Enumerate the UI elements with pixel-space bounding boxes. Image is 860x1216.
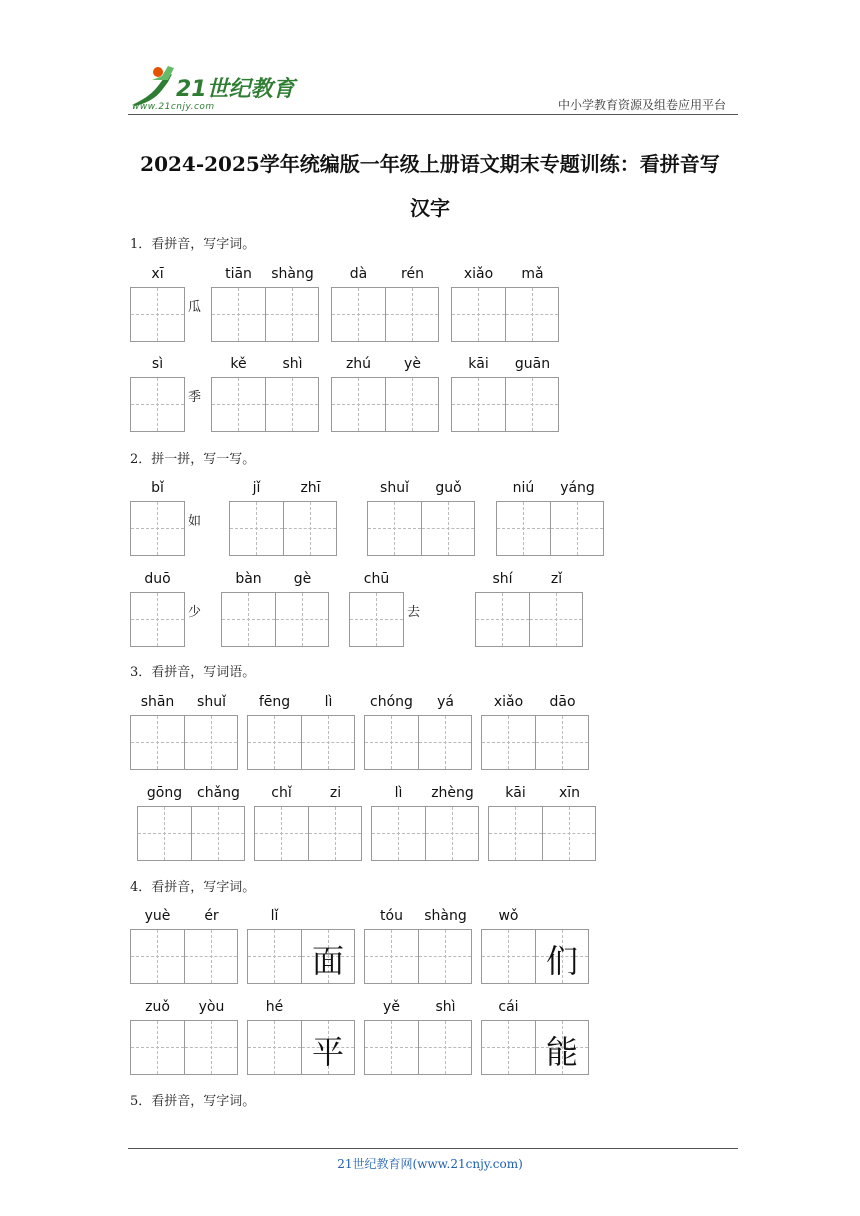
guide-line-vertical	[412, 288, 413, 341]
given-character: 季	[188, 390, 202, 405]
pinyin-label	[536, 908, 589, 926]
guide-line-vertical	[478, 288, 479, 341]
guide-line-vertical	[292, 378, 293, 431]
pinyin-label: yáng	[560, 480, 595, 496]
pinyin-label: shí	[492, 571, 513, 587]
guide-line-vertical	[292, 288, 293, 341]
writing-cell[interactable]	[535, 1021, 588, 1074]
tianzige-grid	[349, 592, 404, 647]
printed-character: 平	[311, 1033, 344, 1071]
tianzige-grid	[367, 501, 475, 556]
question-1-label: 1．看拼音，写字词。	[130, 237, 256, 252]
writing-cell[interactable]	[452, 378, 505, 431]
tianzige-grid	[488, 806, 596, 861]
guide-line-vertical	[157, 930, 158, 983]
writing-cell[interactable]	[184, 716, 237, 769]
guide-line-vertical	[452, 807, 453, 860]
pinyin-label: gōng	[146, 785, 183, 801]
writing-cell[interactable]	[283, 502, 336, 555]
header-divider	[128, 114, 738, 115]
writing-cell[interactable]	[489, 807, 542, 860]
guide-line-vertical	[335, 807, 336, 860]
pinyin-label	[302, 999, 355, 1017]
tianzige-grid	[451, 287, 559, 342]
page-title-line2: 汉字	[410, 196, 450, 220]
writing-cell[interactable]	[230, 502, 283, 555]
guide-line-vertical	[211, 930, 212, 983]
guide-line-vertical	[157, 502, 158, 555]
tianzige-grid	[130, 1020, 238, 1075]
writing-cell[interactable]	[368, 502, 421, 555]
writing-cell[interactable]	[505, 378, 558, 431]
guide-line-vertical	[569, 807, 570, 860]
writing-cell[interactable]	[248, 1021, 301, 1074]
guide-line-vertical	[281, 807, 282, 860]
guide-line-vertical	[256, 502, 257, 555]
tianzige-grid	[130, 929, 238, 984]
writing-cell[interactable]	[138, 807, 191, 860]
guide-line-vertical	[508, 1021, 509, 1074]
pinyin-label: rén	[401, 266, 424, 282]
pinyin-label: shì	[282, 356, 303, 372]
writing-cell[interactable]	[301, 1021, 354, 1074]
footer-text: 21世纪教育网(www.21cnjy.com)	[337, 1157, 523, 1171]
writing-cell[interactable]	[476, 593, 529, 646]
writing-cell[interactable]	[184, 930, 237, 983]
pinyin-label: dāo	[549, 694, 576, 710]
writing-cell[interactable]	[131, 593, 184, 646]
guide-line-vertical	[211, 1021, 212, 1074]
page-title-line1: 2024-2025学年统编版一年级上册语文期末专题训练：看拼音写	[140, 152, 720, 176]
writing-cell[interactable]	[248, 930, 301, 983]
writing-cell[interactable]	[350, 593, 403, 646]
pinyin-label: shuǐ	[197, 694, 226, 710]
writing-cell[interactable]	[301, 930, 354, 983]
pinyin-label: wǒ	[498, 908, 519, 924]
pinyin-label: tiān	[225, 266, 252, 282]
pinyin-label: chū	[363, 571, 390, 587]
writing-cell[interactable]	[131, 288, 184, 341]
writing-cell[interactable]	[308, 807, 361, 860]
guide-line-vertical	[238, 288, 239, 341]
writing-cell[interactable]	[131, 502, 184, 555]
writing-cell[interactable]	[385, 378, 438, 431]
pinyin-label: guān	[514, 356, 551, 372]
guide-line-vertical	[532, 378, 533, 431]
writing-cell[interactable]	[418, 1021, 471, 1074]
writing-cell[interactable]	[365, 716, 418, 769]
writing-cell[interactable]	[497, 502, 550, 555]
tianzige-grid	[475, 592, 583, 647]
writing-cell[interactable]	[275, 593, 328, 646]
writing-cell[interactable]	[301, 716, 354, 769]
tianzige-grid	[137, 806, 245, 861]
guide-line-vertical	[157, 1021, 158, 1074]
guide-line-vertical	[391, 716, 392, 769]
tianzige-grid	[364, 715, 472, 770]
tianzige-grid	[451, 377, 559, 432]
pinyin-label: shàng	[424, 908, 467, 924]
question-2-label: 2．拼一拼，写一写。	[130, 452, 256, 467]
guide-line-vertical	[508, 930, 509, 983]
guide-line-vertical	[376, 593, 377, 646]
writing-cell[interactable]	[248, 716, 301, 769]
tianzige-grid	[130, 592, 185, 647]
guide-line-vertical	[218, 807, 219, 860]
writing-cell[interactable]	[332, 378, 385, 431]
pinyin-label: chǎng	[197, 785, 240, 801]
tianzige-grid	[229, 501, 337, 556]
guide-line-vertical	[157, 716, 158, 769]
guide-line-vertical	[508, 716, 509, 769]
pinyin-label: yòu	[198, 999, 225, 1015]
given-character: 瓜	[188, 300, 202, 315]
tianzige-grid	[496, 501, 604, 556]
guide-line-vertical	[274, 716, 275, 769]
tianzige-grid	[481, 715, 589, 770]
guide-line-vertical	[391, 930, 392, 983]
tianzige-grid	[211, 377, 319, 432]
pinyin-label: dà	[349, 266, 368, 282]
pinyin-label: fēng	[258, 694, 291, 710]
pinyin-label: shì	[435, 999, 456, 1015]
tianzige-grid	[481, 929, 589, 984]
pinyin-label: ér	[204, 908, 219, 924]
printed-character: 面	[311, 942, 344, 980]
pinyin-label: chǐ	[271, 785, 292, 801]
writing-cell[interactable]	[372, 807, 425, 860]
pinyin-label: shuǐ	[380, 480, 409, 496]
tianzige-grid	[371, 806, 479, 861]
tianzige-grid	[364, 1020, 472, 1075]
pinyin-label: xīn	[558, 785, 581, 801]
logo-text: 21世纪教育	[176, 77, 295, 102]
tianzige-grid	[130, 377, 185, 432]
pinyin-label: zi	[329, 785, 342, 801]
pinyin-label: zhú	[345, 356, 372, 372]
given-character: 如	[188, 514, 202, 529]
guide-line-vertical	[445, 716, 446, 769]
given-character: 去	[407, 605, 421, 620]
guide-line-vertical	[157, 378, 158, 431]
guide-line-vertical	[157, 288, 158, 341]
guide-line-vertical	[274, 930, 275, 983]
pinyin-label: niú	[512, 480, 535, 496]
writing-cell[interactable]	[212, 378, 265, 431]
tianzige-grid	[130, 287, 185, 342]
writing-cell[interactable]	[265, 288, 318, 341]
tianzige-grid	[331, 377, 439, 432]
guide-line-vertical	[445, 930, 446, 983]
logo-url: www.21cnjy.com	[132, 102, 215, 112]
pinyin-label: lì	[394, 785, 403, 801]
tianzige-grid	[331, 287, 439, 342]
tianzige-grid	[221, 592, 329, 647]
writing-cell[interactable]	[131, 378, 184, 431]
guide-line-vertical	[556, 593, 557, 646]
guide-line-vertical	[248, 593, 249, 646]
pinyin-label: bǐ	[151, 480, 164, 496]
tianzige-grid	[254, 806, 362, 861]
writing-cell[interactable]	[365, 930, 418, 983]
guide-line-vertical	[412, 378, 413, 431]
pinyin-label: shān	[140, 694, 175, 710]
writing-cell[interactable]	[385, 288, 438, 341]
question-4-label: 4．看拼音，写字词。	[130, 880, 256, 895]
question-5-label: 5．看拼音，写字词。	[130, 1094, 256, 1109]
pinyin-label: bàn	[235, 571, 262, 587]
guide-line-vertical	[532, 288, 533, 341]
page-header	[128, 62, 738, 114]
given-character: 少	[188, 605, 202, 620]
writing-cell[interactable]	[131, 930, 184, 983]
writing-cell[interactable]	[535, 930, 588, 983]
header-platform-text: 中小学教育资源及组卷应用平台	[557, 98, 726, 112]
pinyin-label: sì	[151, 356, 164, 372]
writing-cell[interactable]	[550, 502, 603, 555]
guide-line-vertical	[502, 593, 503, 646]
pinyin-label	[302, 908, 355, 926]
guide-line-vertical	[358, 378, 359, 431]
pinyin-label: xiǎo	[493, 694, 524, 710]
guide-line-vertical	[211, 716, 212, 769]
tianzige-grid	[481, 1020, 589, 1075]
writing-cell[interactable]	[212, 288, 265, 341]
writing-cell[interactable]	[482, 930, 535, 983]
writing-cell[interactable]	[418, 716, 471, 769]
writing-cell[interactable]	[482, 1021, 535, 1074]
pinyin-label: xī	[151, 266, 164, 282]
writing-cell[interactable]	[421, 502, 474, 555]
pinyin-label: yè	[404, 356, 421, 372]
pinyin-label: cái	[498, 999, 519, 1015]
writing-cell[interactable]	[418, 930, 471, 983]
pinyin-label: chóng	[370, 694, 413, 710]
writing-cell[interactable]	[265, 378, 318, 431]
guide-line-vertical	[515, 807, 516, 860]
pinyin-label: yě	[383, 999, 400, 1015]
writing-cell[interactable]	[131, 1021, 184, 1074]
tianzige-grid	[130, 501, 185, 556]
writing-cell[interactable]	[535, 716, 588, 769]
tianzige-grid	[211, 287, 319, 342]
pinyin-label: zhī	[300, 480, 321, 496]
guide-line-vertical	[394, 502, 395, 555]
pinyin-label: yuè	[144, 908, 171, 924]
writing-cell[interactable]	[365, 1021, 418, 1074]
guide-line-vertical	[310, 502, 311, 555]
writing-cell[interactable]	[332, 288, 385, 341]
guide-line-vertical	[328, 716, 329, 769]
guide-line-vertical	[358, 288, 359, 341]
guide-line-vertical	[577, 502, 578, 555]
guide-line-vertical	[391, 1021, 392, 1074]
pinyin-label: xiǎo	[463, 266, 494, 282]
writing-cell[interactable]	[529, 593, 582, 646]
writing-cell[interactable]	[452, 288, 505, 341]
guide-line-vertical	[562, 716, 563, 769]
pinyin-label: shàng	[271, 266, 314, 282]
writing-cell[interactable]	[482, 716, 535, 769]
pinyin-label: jǐ	[252, 480, 261, 496]
question-3-label: 3．看拼音，写词语。	[130, 665, 256, 680]
writing-cell[interactable]	[255, 807, 308, 860]
guide-line-vertical	[398, 807, 399, 860]
printed-character: 们	[545, 942, 578, 980]
pinyin-label: guǒ	[435, 480, 462, 496]
guide-line-vertical	[238, 378, 239, 431]
writing-cell[interactable]	[505, 288, 558, 341]
guide-line-vertical	[448, 502, 449, 555]
tianzige-grid	[364, 929, 472, 984]
pinyin-label: gè	[293, 571, 312, 587]
tianzige-grid	[247, 715, 355, 770]
pinyin-label: zǐ	[550, 571, 563, 587]
writing-cell[interactable]	[131, 716, 184, 769]
guide-line-vertical	[478, 378, 479, 431]
writing-cell[interactable]	[191, 807, 244, 860]
pinyin-label: hé	[265, 999, 284, 1015]
pinyin-label: zhèng	[431, 785, 474, 801]
pinyin-label: kāi	[468, 356, 489, 372]
footer-divider	[128, 1148, 738, 1149]
guide-line-vertical	[302, 593, 303, 646]
writing-cell[interactable]	[184, 1021, 237, 1074]
guide-line-vertical	[164, 807, 165, 860]
pinyin-label: mǎ	[521, 266, 544, 282]
guide-line-vertical	[523, 502, 524, 555]
tianzige-grid	[247, 929, 355, 984]
guide-line-vertical	[445, 1021, 446, 1074]
pinyin-label: lǐ	[270, 908, 279, 924]
pinyin-label: kě	[230, 356, 247, 372]
writing-cell[interactable]	[542, 807, 595, 860]
pinyin-label	[536, 999, 589, 1017]
pinyin-label: duō	[144, 571, 171, 587]
pinyin-label: kāi	[505, 785, 526, 801]
writing-cell[interactable]	[222, 593, 275, 646]
printed-character: 能	[545, 1033, 578, 1071]
guide-line-vertical	[274, 1021, 275, 1074]
pinyin-label: yá	[437, 694, 454, 710]
pinyin-label: zuǒ	[145, 999, 170, 1015]
writing-cell[interactable]	[425, 807, 478, 860]
pinyin-label: tóu	[380, 908, 403, 924]
guide-line-vertical	[157, 593, 158, 646]
tianzige-grid	[247, 1020, 355, 1075]
tianzige-grid	[130, 715, 238, 770]
pinyin-label: lì	[324, 694, 333, 710]
